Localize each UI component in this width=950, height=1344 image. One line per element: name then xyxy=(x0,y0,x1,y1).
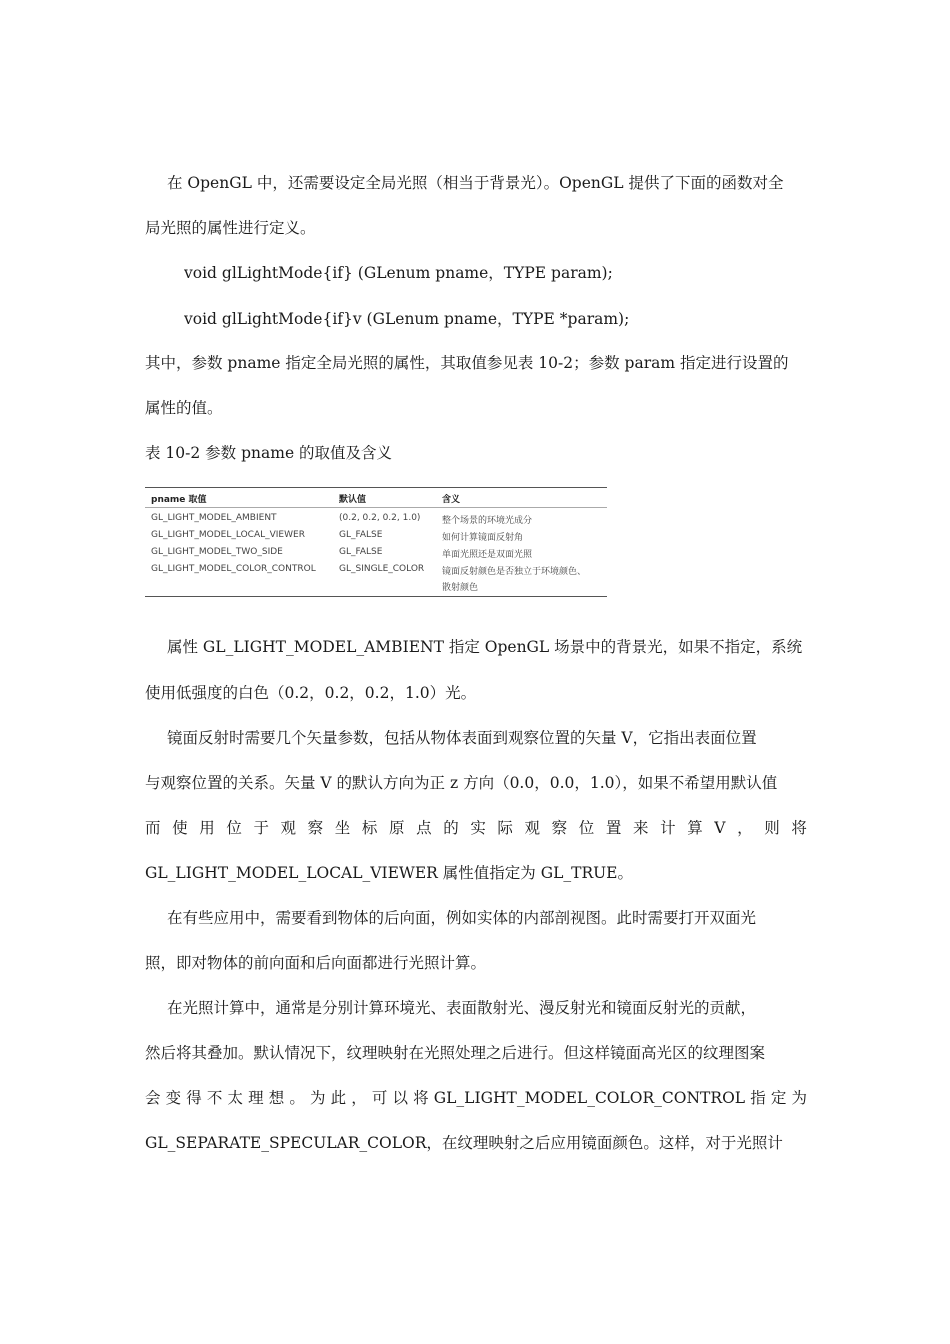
justified-token: 将 xyxy=(791,819,807,837)
justified-token: 来 xyxy=(632,819,649,837)
paragraph-3-line-1: 属性 GL_LIGHT_MODEL_AMBIENT 指定 OpenGL 场景中的背景光，如果不指定，系统 xyxy=(167,638,803,656)
justified-token: 观 xyxy=(524,819,541,837)
paragraph-3-line-2: 使用低强度的白色（0.2，0.2，0.2，1.0）光。 xyxy=(145,684,477,702)
paragraph-1-line-1: 在 OpenGL 中，还需要设定全局光照（相当于背景光）。OpenGL 提供了下面的函数对全 xyxy=(167,174,784,192)
justified-token: V xyxy=(714,819,726,837)
justified-token: ， xyxy=(737,819,753,837)
paragraph-4-line-2: 与观察位置的关系。矢量 V 的默认方向为正 z 方向（0.0，0.0，1.0），如果不希望用默认值 xyxy=(145,774,778,792)
justified-token: 将 xyxy=(413,1089,429,1107)
paragraph-6-line-1: 在光照计算中，通常是分别计算环境光、表面散射光、漫反射光和镜面反射光的贡献， xyxy=(167,999,757,1017)
justified-token: 置 xyxy=(605,819,622,837)
justified-token: 为 xyxy=(310,1089,326,1107)
paragraph-5-line-1: 在有些应用中，需要看到物体的后向面，例如实体的内部剖视图。此时需要打开双面光 xyxy=(167,909,757,927)
table-cell: 如何计算镜面反射角 xyxy=(442,533,524,543)
justified-token: 而 xyxy=(145,819,161,837)
paragraph-4-line-3 xyxy=(145,817,807,839)
table-cell: 整个场景的环境光成分 xyxy=(442,516,533,526)
justified-token: 会 xyxy=(145,1089,161,1107)
justified-token: GL_LIGHT_MODEL_COLOR_CONTROL xyxy=(433,1089,746,1107)
justified-token: 不 xyxy=(206,1089,223,1107)
table-cell: GL_FALSE xyxy=(339,530,383,540)
justified-token: 可 xyxy=(371,1089,388,1107)
justified-token: 原 xyxy=(388,819,405,837)
justified-token: 观 xyxy=(280,819,297,837)
justified-token: 定 xyxy=(770,1089,787,1107)
table-cell: GL_LIGHT_MODEL_TWO_SIDE xyxy=(151,547,283,557)
paragraph-6-line-4: GL_SEPARATE_SPECULAR_COLOR，在纹理映射之后应用镜面颜色。这样，对于光照计 xyxy=(145,1134,783,1152)
table-cell: GL_FALSE xyxy=(339,547,383,557)
table-header-default: 默认值 xyxy=(339,495,367,505)
justified-token: 为 xyxy=(791,1089,807,1107)
table-cell: (0.2, 0.2, 0.2, 1.0) xyxy=(339,513,421,523)
table-cell: GL_LIGHT_MODEL_LOCAL_VIEWER xyxy=(151,530,305,540)
paragraph-5-line-2: 照，即对物体的前向面和后向面都进行光照计算。 xyxy=(145,954,487,972)
justified-token: 坐 xyxy=(334,819,351,837)
justified-token: 以 xyxy=(392,1089,409,1107)
paragraph-2-line-2: 属性的值。 xyxy=(145,399,223,417)
paragraph-6-line-2: 然后将其叠加。默认情况下，纹理映射在光照处理之后进行。但这样镜面高光区的纹理图案 xyxy=(145,1044,766,1062)
justified-token: 际 xyxy=(497,819,513,837)
justified-token: 算 xyxy=(687,819,703,837)
justified-token: 得 xyxy=(186,1089,202,1107)
table-header-pname: pname 取值 xyxy=(151,495,207,505)
justified-token: 实 xyxy=(470,819,486,837)
justified-token: 标 xyxy=(361,819,378,837)
paragraph-1-line-2: 局光照的属性进行定义。 xyxy=(145,219,316,237)
justified-token: 使 xyxy=(172,819,188,837)
paragraph-4-line-1: 镜面反射时需要几个矢量参数，包括从物体表面到观察位置的矢量 V，它指出表面位置 xyxy=(167,729,757,747)
justified-token: 。 xyxy=(289,1089,305,1107)
justified-token: 此 xyxy=(330,1089,347,1107)
code-signature-2: void glLightMode{if}v (GLenum pname，TYPE *param); xyxy=(184,310,630,328)
paragraph-2-line-1: 其中，参数 pname 指定全局光照的属性，其取值参见表 10-2；参数 param 指定进行设置的 xyxy=(145,354,789,372)
justified-token: 位 xyxy=(578,819,595,837)
justified-token: ， xyxy=(351,1089,367,1107)
justified-token: 位 xyxy=(226,819,242,837)
table-header-meaning: 含义 xyxy=(442,495,461,505)
table-cell: 单面光照还是双面光照 xyxy=(442,550,533,560)
justified-token: 理 xyxy=(248,1089,264,1107)
table-cell-continuation: 散射颜色 xyxy=(442,583,479,593)
justified-token: 察 xyxy=(551,819,568,837)
justified-token: 用 xyxy=(199,819,215,837)
justified-token: 太 xyxy=(227,1089,244,1107)
justified-token: 则 xyxy=(764,819,780,837)
table-cell: GL_LIGHT_MODEL_AMBIENT xyxy=(151,513,277,523)
justified-token: 变 xyxy=(165,1089,182,1107)
justified-token: 察 xyxy=(307,819,324,837)
code-signature-1: void glLightMode{if} (GLenum pname，TYPE param); xyxy=(184,264,613,282)
paragraph-4-line-4: GL_LIGHT_MODEL_LOCAL_VIEWER 属性值指定为 GL_TRUE。 xyxy=(145,864,634,882)
table-cell: GL_SINGLE_COLOR xyxy=(339,564,425,574)
justified-token: 想 xyxy=(268,1089,285,1107)
pname-table xyxy=(145,487,607,597)
justified-token: 点 xyxy=(416,819,432,837)
justified-token: 的 xyxy=(443,819,459,837)
table-caption: 表 10-2 参数 pname 的取值及含义 xyxy=(145,444,393,462)
justified-token: 计 xyxy=(660,819,676,837)
table-cell: GL_LIGHT_MODEL_COLOR_CONTROL xyxy=(151,564,316,574)
table-cell: 镜面反射颜色是否独立于环境颜色、 xyxy=(442,567,587,577)
justified-token: 指 xyxy=(750,1089,766,1107)
table-header-divider xyxy=(145,507,607,508)
justified-token: 于 xyxy=(253,819,269,837)
paragraph-6-line-3 xyxy=(145,1087,807,1109)
